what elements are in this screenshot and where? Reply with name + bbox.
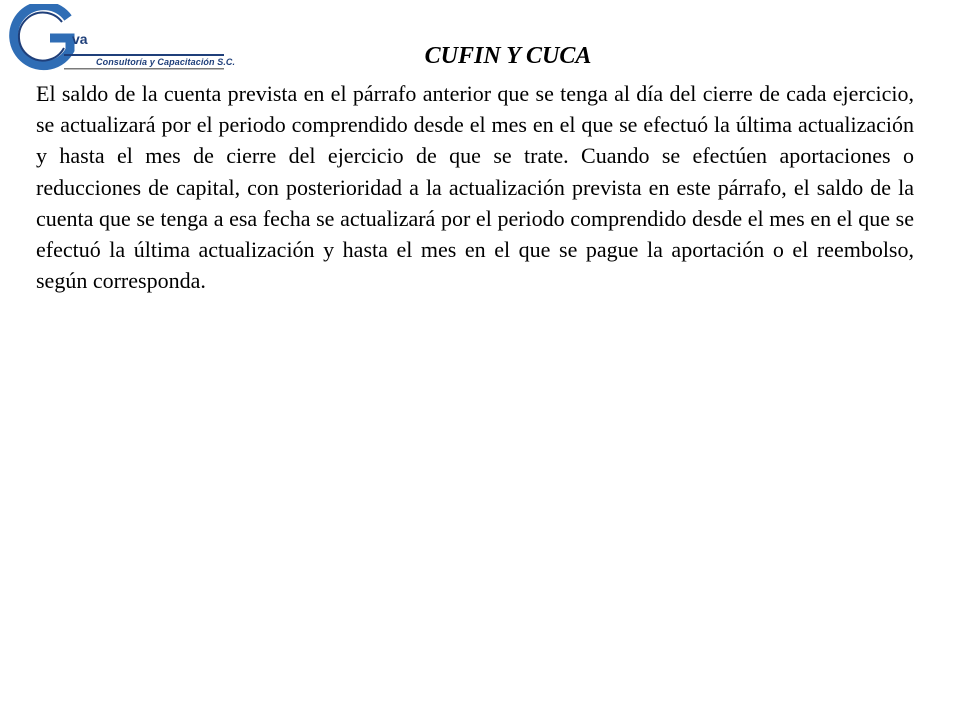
logo-company-name: Consultoría y Capacitación S.C. xyxy=(96,57,236,67)
logo-mark-letters: va xyxy=(72,31,88,47)
document-paragraph: El saldo de la cuenta prevista en el párrafo anterior que se tenga al día del cierre de cada ejercicio, se actualizará por el periodo comprendido desde el mes en el que se efectuó la última actualización y hasta el mes de cierre del ejercicio de que se trate. Cuando se efectúen aportaciones o reducciones de capital, con posterioridad a la actualización prevista en este párrafo, el saldo de la cuenta que se tenga a esa fecha se actualizará por el periodo comprendido desde el mes en el que se efectuó la última actualización y hasta el mes en el que se pague la aportación o el reembolso, según corresponda. xyxy=(36,81,914,294)
document-title: CUFIN Y CUCA xyxy=(424,43,592,69)
